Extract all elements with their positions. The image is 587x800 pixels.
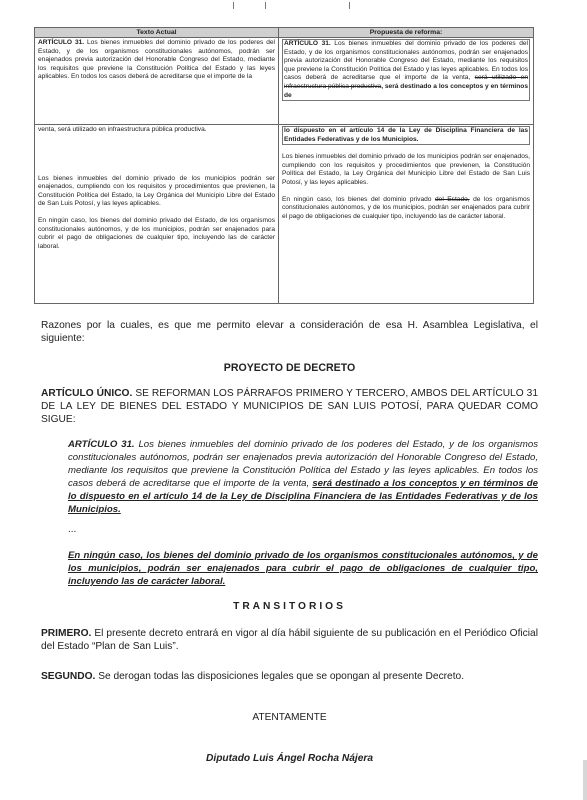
proposal-article-text: Los bienes inmuebles del dominio privado de los poderes del Estado, y de los organismos constitucionales autónomos, podrán ser enajenados previa autorización del Honorable Congreso del Estado, mediante los requisitos que previene la Constitución Política del Estado y las leyes aplicables. En todos los casos deberá de acreditarse que el importe de la venta,	[284, 40, 529, 82]
quoted-paragraph-3-text: En ningún caso, los bienes del dominio privado de los organismos constitucionales autónomos, y de los municipios, podrán ser enajenados para cubrir el pago de obligaciones de cualquier tipo, incluyendo las de carácter laboral.	[68, 550, 538, 587]
signature: Diputado Luis Ángel Rocha Nájera	[206, 753, 373, 764]
article-unique-paragraph	[41, 387, 538, 426]
quoted-article-label: ARTÍCULO 31.	[68, 439, 135, 450]
added-text: lo dispuesto en el artículo 14 de la Ley de Disciplina Financiera de las Entidades Federativas y de los Municipios.	[284, 127, 528, 143]
article-unique-text: SE REFORMAN LOS PÁRRAFOS PRIMERO Y TERCERO, AMBOS DEL ARTÍCULO 31 DE LA LEY DE BIENES DEL ESTADO Y MUNICIPIOS DE SAN LUIS POTOSÍ, PARA QUEDAR COMO SIGUE:	[41, 388, 538, 425]
primero-text: El presente decreto entrará en vigor al día hábil siguiente de su publicación en el Periódico Oficial del Estado “Plan de San Luis”.	[41, 628, 538, 652]
transitorios-title: TRANSITORIOS	[233, 601, 346, 612]
proposal-highlight-box	[282, 39, 530, 101]
current-paragraph-3: En ningún caso, los bienes del dominio privado del Estado, de los organismos constitucionales autónomos, y de los municipios, podrán ser enajenados para cubrir el pago de obligaciones de cualquier tipo, incluyendo las de carácter laboral.	[38, 216, 275, 250]
primero-label: PRIMERO.	[41, 628, 92, 639]
quoted-article	[68, 438, 538, 516]
scan-top-marks	[0, 2, 587, 10]
comparison-table	[34, 27, 534, 304]
added-text: , será destinado a los conceptos y en términos de	[284, 82, 528, 99]
current-text-cell-bottom	[35, 125, 279, 304]
struck-text: del Estado,	[434, 195, 470, 203]
segundo-label: SEGUNDO.	[41, 671, 96, 682]
reasons-paragraph: Razones por la cuales, es que me permito elevar a consideración de esa H. Asamblea Legislativa, el siguiente:	[41, 320, 538, 344]
current-text-cell-top	[35, 38, 279, 125]
article-label: ARTÍCULO 31.	[284, 40, 331, 47]
quoted-article-text: Los bienes inmuebles del dominio privado de los poderes del Estado, y de los organismos constitucionales autónomos, podrán ser enajenados previa autorización del Honorable Congreso del Estado, mediante los requisitos que previene la Constitución Política del Estado y las leyes aplicables. En todos los casos deberá de acreditarse que el importe de la venta,	[68, 439, 539, 489]
segundo-text: Se derogan todas las disposiciones legales que se opongan al presente Decreto.	[98, 671, 465, 682]
struck-text: será utilizado en infraestructura pública productiva	[284, 74, 528, 90]
proposal-paragraph-2: Los bienes inmuebles del dominio privado de los municipios podrán ser enajenados, cumpliendo con los requisitos y procedimientos que previenen, la Constitución Política del Estado, la Ley Orgánica del Municipio Libre del Estado de San Luis Potosí, y las leyes aplicables.	[282, 153, 530, 186]
segundo-paragraph	[41, 670, 538, 683]
proposal-highlight-box	[282, 126, 530, 145]
proposal-text-cell-bottom	[279, 125, 534, 304]
quoted-paragraph-3	[68, 549, 538, 588]
article-label: ARTÍCULO 31.	[38, 39, 85, 46]
article-unique-label: ARTÍCULO ÚNICO.	[41, 388, 133, 399]
closing: ATENTAMENTE	[252, 712, 327, 723]
current-paragraph-1: venta, será utilizado en infraestructura pública productiva.	[38, 126, 207, 133]
current-paragraph-2: Los bienes inmuebles del dominio privado de los municipios podrán ser enajenados, cumpliendo con los requisitos y procedimientos que previenen, la Constitución Política del Estado, la Ley Orgánica del Municipio Libre del Estado de San Luis Potosí, y las leyes aplicables.	[38, 174, 275, 208]
decree-title: PROYECTO DE DECRETO	[223, 362, 356, 374]
scan-edge-shadow	[583, 760, 587, 800]
current-article-text: Los bienes inmuebles del dominio privado de los poderes del Estado, y de los organismos constitucionales autónomos, podrán ser enajenados previa autorización del Honorable Congreso del Estado, mediante los requisitos que previene la Constitución Política del Estado y las leyes aplicables. En todos los casos deberá de acreditarse que el importe de la	[38, 39, 275, 81]
ellipsis: ...	[68, 524, 77, 535]
proposal-paragraph-3: En ningún caso, los bienes del dominio privado del Estado, de los organismos constitucionales autónomos, y de los municipios, podrán ser enajenados para cubrir el pago de obligaciones de cualquier tipo, incluyendo las de carácter laboral.	[282, 195, 530, 220]
proposal-text-cell-top	[279, 38, 534, 125]
column-header-proposal: Propuesta de reforma:	[279, 28, 534, 38]
quoted-article-reform: será destinado a los conceptos y en términos de lo dispuesto en el artículo 14 de la Ley de Disciplina Financiera de las Entidades Federativas y de los Municipios.	[68, 478, 539, 515]
primero-paragraph	[41, 627, 538, 653]
column-header-current: Texto Actual	[35, 28, 279, 38]
